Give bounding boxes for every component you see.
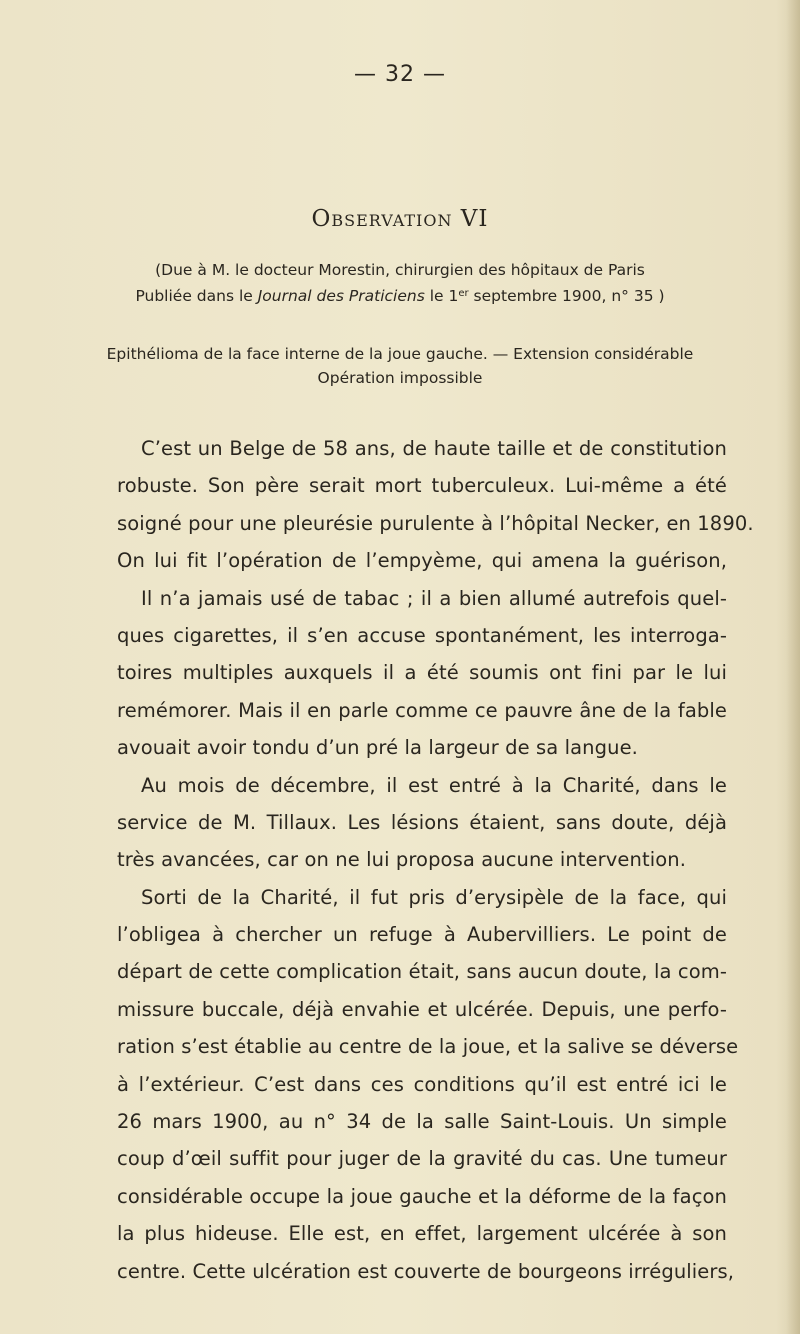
body-line: missure buccale, déjà envahie et ulcérée. Depuis, une perfo- — [117, 997, 727, 1021]
body-line: à l’extérieur. C’est dans ces conditions qu’il est entré ici le — [117, 1072, 727, 1096]
body-line: soigné pour une pleurésie purulente à l’hôpital Necker, en 1890. — [117, 511, 754, 535]
source-middle: le 1 — [424, 287, 459, 305]
source-superscript: er — [458, 288, 469, 299]
body-line: coup d’œil suffit pour juger de la gravité du cas. Une tumeur — [117, 1147, 727, 1171]
body-line: très avancées, car on ne lui proposa aucune intervention. — [117, 848, 687, 872]
summary-line-1: Epithélioma de la face interne de la joue gauche. — Extension considérable — [106, 345, 694, 363]
body-line: Au mois de décembre, il est entré à la Charité, dans le — [141, 773, 727, 797]
body-line: départ de cette complication était, sans aucun doute, la com- — [117, 960, 727, 984]
body-line: remémorer. Mais il en parle comme ce pauvre âne de la fable — [117, 698, 727, 722]
journal-name: Journal des Praticiens — [257, 287, 425, 305]
body-line: robuste. Son père serait mort tuberculeux. Lui-même a été — [117, 474, 727, 498]
body-line: toires multiples auxquels il a été soumis ont fini par le lui — [117, 661, 727, 685]
body-line: ques cigarettes, il s’en accuse spontanément, les interroga- — [117, 623, 727, 647]
body-line: service de M. Tillaux. Les lésions étaient, sans doute, déjà — [117, 810, 727, 834]
body-line: l’obligea à chercher un refuge à Aubervilliers. Le point de — [117, 923, 727, 947]
body-line: C’est un Belge de 58 ans, de haute taille et de constitution — [141, 437, 727, 460]
body-line: ration s’est établie au centre de la joue, et la salive se déverse — [117, 1035, 739, 1059]
body-line: Sorti de la Charité, il fut pris d’erysipèle de la face, qui — [141, 885, 727, 909]
page-number: — 32 — — [354, 62, 446, 87]
body-line: On lui fit l’opération de l’empyème, qui amena la guérison, — [117, 549, 727, 573]
body-line: la plus hideuse. Elle est, en effet, largement ulcérée à son — [117, 1222, 727, 1246]
body-line: Il n’a jamais usé de tabac ; il a bien allumé autrefois quel- — [141, 586, 727, 610]
source-note — [0, 258, 800, 308]
source-line-1: (Due à M. le docteur Morestin, chirurgien des hôpitaux de Paris — [155, 261, 645, 279]
body-line: avouait avoir tondu d’un pré la largeur de sa langue. — [117, 736, 638, 760]
case-summary — [0, 342, 800, 390]
body-line: centre. Cette ulcération est couverte de bourgeons irréguliers, — [117, 1259, 735, 1283]
body-line: 26 mars 1900, au n° 34 de la salle Saint-Louis. Un simple — [117, 1110, 727, 1134]
body-text — [117, 430, 754, 1290]
source-line-2 — [0, 282, 800, 308]
page-edge-shadow — [786, 0, 800, 1334]
body-line: considérable occupe la joue gauche et la déforme de la façon — [117, 1184, 727, 1208]
summary-line-2: Opération impossible — [317, 369, 483, 387]
source-suffix: septembre 1900, n° 35 ) — [468, 287, 665, 305]
observation-title: Observation VI — [311, 206, 489, 232]
source-prefix: Publiée dans le — [135, 287, 258, 305]
